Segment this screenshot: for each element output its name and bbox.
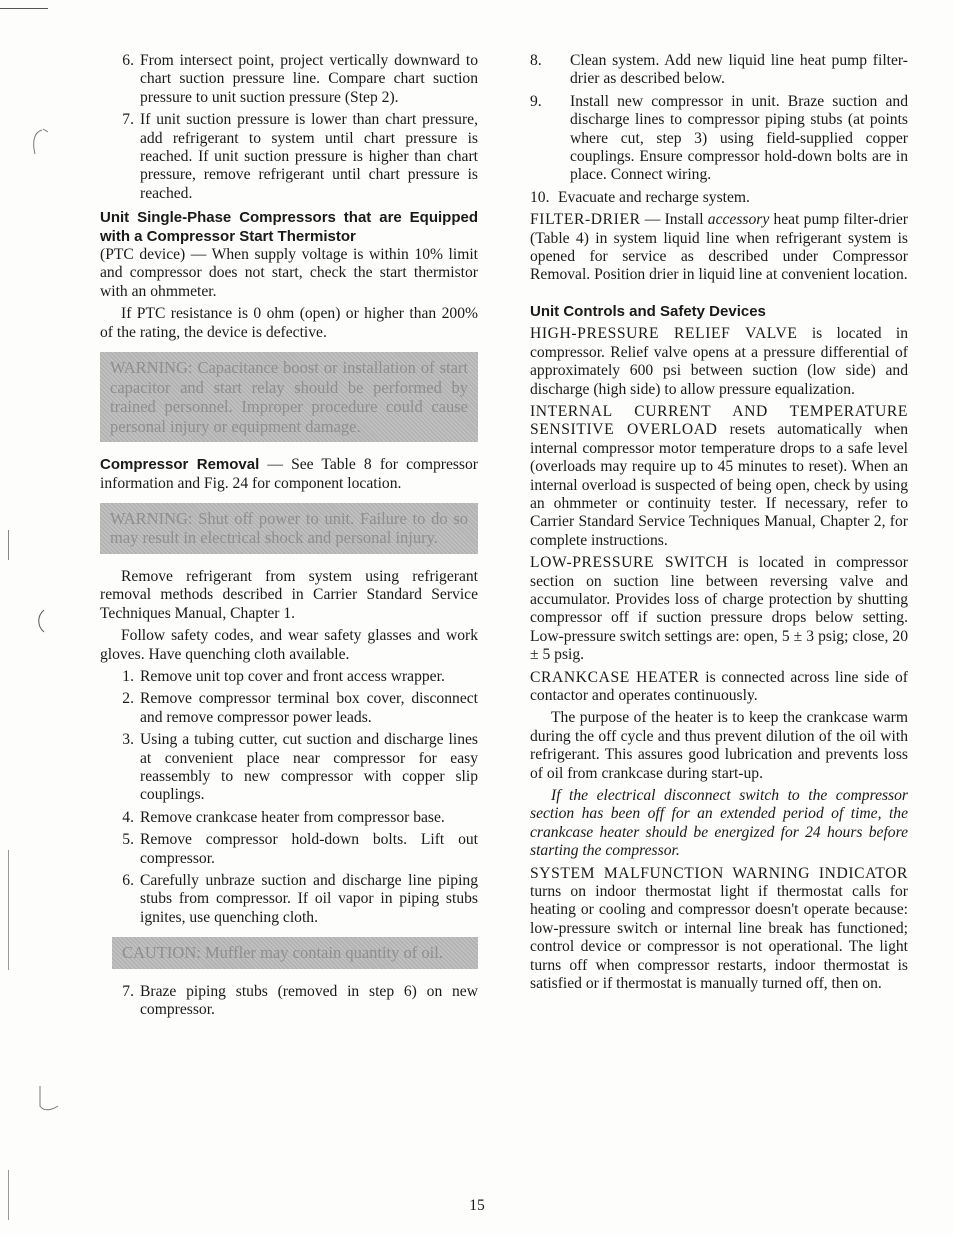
list-item	[100, 809, 478, 827]
item-text: Remove compressor hold-down bolts. Lift out compressor.	[140, 831, 478, 867]
ptc-heading: Unit Single-Phase Compressors that are Equipped with a Compressor Start Thermistor	[100, 209, 478, 245]
item-number: 2.	[122, 690, 134, 708]
margin-mark-hook	[36, 1084, 62, 1114]
controls-heading: Unit Controls and Safety Devices	[530, 302, 766, 320]
margin-mark-line	[8, 850, 9, 970]
item-text: Evacuate and recharge system.	[558, 188, 750, 206]
list-item	[100, 52, 478, 107]
list-item	[100, 831, 478, 868]
item-text: Remove crankcase heater from compressor base.	[140, 808, 445, 826]
overload-lead: INTERNAL CURRENT AND TEMPERATURE SENSITIVE OVERLOAD	[530, 402, 908, 439]
left-column	[100, 52, 478, 1024]
caution-text: CAUTION: Muffler may contain quantity of oil.	[122, 943, 443, 963]
list-item	[100, 111, 478, 203]
item-number: 6.	[122, 52, 134, 69]
crankcase-text: is connected across line side of contactor and operates continuously.	[530, 668, 908, 704]
item-text: From intersect point, project vertically downward to chart suction pressure line. Compare chart suction pressure to unit suction pressure (Step 2).	[140, 52, 478, 106]
crankcase-paragraph	[530, 669, 908, 706]
compressor-removal-text: — See Table 8 for compressor information and Fig. 24 for component location.	[100, 456, 478, 492]
item-number: 8.	[530, 52, 542, 69]
item-number: 6.	[122, 872, 134, 889]
low-pressure-lead: LOW-PRESSURE SWITCH	[530, 554, 729, 572]
list-item	[100, 872, 478, 927]
top-rule	[0, 8, 48, 9]
item-text: Remove unit top cover and front access wrapper.	[140, 667, 445, 685]
heater-purpose-paragraph: The purpose of the heater is to keep the crankcase warm during the off cycle and thus prevent dilution of the oil with refrigerant. This assures good lubrication and prevents loss of oil from crankcase during start-up.	[530, 709, 908, 782]
item-number: 7.	[122, 982, 134, 1000]
malfunction-paragraph	[530, 865, 908, 994]
list-item	[530, 52, 908, 89]
filter-drier-paragraph	[530, 211, 908, 285]
warning-box-power	[100, 503, 478, 554]
item-number: 3.	[122, 731, 134, 749]
high-pressure-lead: HIGH-PRESSURE RELIEF VALVE	[530, 325, 798, 343]
item-text: Remove compressor terminal box cover, disconnect and remove compressor power leads.	[140, 690, 478, 726]
crankcase-lead: CRANKCASE HEATER	[530, 668, 700, 686]
item-text: If unit suction pressure is lower than chart pressure, add refrigerant to system until chart pressure is reached. If unit suction pressure is higher than chart pressure, remove refrigerant until chart pressure is reached.	[140, 111, 478, 202]
list-item	[530, 93, 908, 185]
compressor-removal-heading: Compressor Removal	[100, 456, 260, 474]
item-text: Install new compressor in unit. Braze suction and discharge lines to compressor piping stubs (at points where cut, step 3) using field-supplied copper couplings. Ensure compressor hold-down bolts are in place. Connect wiring.	[570, 92, 908, 184]
malfunction-text: turns on indoor thermostat light if thermostat calls for heating or cooling and compressor doesn't operate because: low-pressure switch or internal line break has functioned; control device or compressor is not operational. The light turns off when compressor restarts, indoor thermostat is satisfied or if thermostat is manually turned off, then on.	[530, 883, 908, 993]
list-item	[100, 731, 478, 805]
warning-text: WARNING: Capacitance boost or installation of start capacitor and start relay should be performed by trained personnel. Improper procedure could cause personal injury or equipment damage.	[110, 358, 468, 436]
item-number: 7.	[122, 111, 134, 129]
list-item	[530, 189, 908, 207]
item-text: Carefully unbraze suction and discharge line piping stubs from compressor. If oil vapor in piping stubs ignites, use quenching cloth.	[140, 872, 478, 926]
low-pressure-paragraph	[530, 554, 908, 664]
high-pressure-paragraph	[530, 325, 908, 399]
removal-paragraph-2: Follow safety codes, and wear safety glasses and work gloves. Have quenching cloth available.	[100, 627, 478, 663]
item-number: 4.	[122, 808, 134, 826]
filter-drier-lead: FILTER-DRIER	[530, 211, 641, 229]
high-pressure-text: is located in compressor. Relief valve opens at a pressure differential of approximately 600 psi between suction (low side) and discharge (high side) to allow pressure equalization.	[530, 325, 909, 398]
item-text: Braze piping stubs (removed in step 6) on new compressor.	[140, 982, 478, 1019]
warning-text: WARNING: Shut off power to unit. Failure to do so may result in electrical shock and personal injury.	[110, 508, 468, 548]
filter-drier-text: heat pump filter-drier (Table 4) in system liquid line when refrigerant system is opened for service as described under Compressor Removal. Position drier in liquid line at convenient location.	[530, 211, 908, 284]
margin-mark-paren	[34, 608, 48, 634]
item-number: 10.	[530, 188, 550, 206]
right-column	[530, 52, 908, 998]
filter-drier-italic: accessory	[707, 211, 770, 229]
ptc-text-2: If PTC resistance is 0 ohm (open) or higher than 200% of the rating, the device is defective.	[100, 305, 478, 341]
filter-drier-text: — Install	[640, 211, 708, 229]
item-number: 5.	[122, 831, 134, 849]
removal-paragraph-1: Remove refrigerant from system using refrigerant removal methods described in Carrier Standard Service Techniques Manual, Chapter 1.	[100, 567, 478, 622]
disconnect-note-paragraph: If the electrical disconnect switch to the compressor section has been off for an extended period of time, the crankcase heater should be energized for 24 hours before starting the compressor.	[530, 787, 908, 860]
caution-box-muffler	[112, 937, 478, 969]
overload-text: resets automatically when internal compressor motor temperature drops to a safe level (overloads may require up to 45 minutes to reset). When an internal overload is suspected of being open, check by using an ohmmeter or continuity tester. If necessary, refer to Carrier Standard Service Techniques Manual, Chapter 2, for complete instructions.	[530, 421, 909, 549]
list-item	[100, 668, 478, 686]
page-number: 15	[469, 1197, 485, 1214]
list-item	[100, 983, 478, 1020]
low-pressure-text: is located in compressor section on suction line between reversing valve and accumulator. Provides loss of charge protection by shutting compressor off if suction pressure drops below setting. Low-pressure switch settings are: open, 5 ± 3 psig; close, 20 ± 5 psig.	[530, 554, 908, 664]
item-number: 9.	[530, 92, 542, 110]
item-text: Clean system. Add new liquid line heat pump filter-drier as described below.	[570, 52, 908, 88]
item-text: Using a tubing cutter, cut suction and discharge lines at convenient place near compressor for easy reassembly to new compressor with copper slip couplings.	[140, 731, 478, 804]
margin-mark-line	[8, 530, 9, 560]
list-item	[100, 690, 478, 727]
item-number: 1.	[122, 667, 134, 685]
margin-mark	[28, 126, 50, 156]
ptc-text: (PTC device) — When supply voltage is within 10% limit and compressor does not start, check the start thermistor with an ohmmeter.	[100, 246, 478, 300]
overload-paragraph	[530, 403, 908, 550]
malfunction-lead: SYSTEM MALFUNCTION WARNING INDICATOR	[530, 864, 908, 882]
warning-box-capacitor	[100, 352, 478, 442]
